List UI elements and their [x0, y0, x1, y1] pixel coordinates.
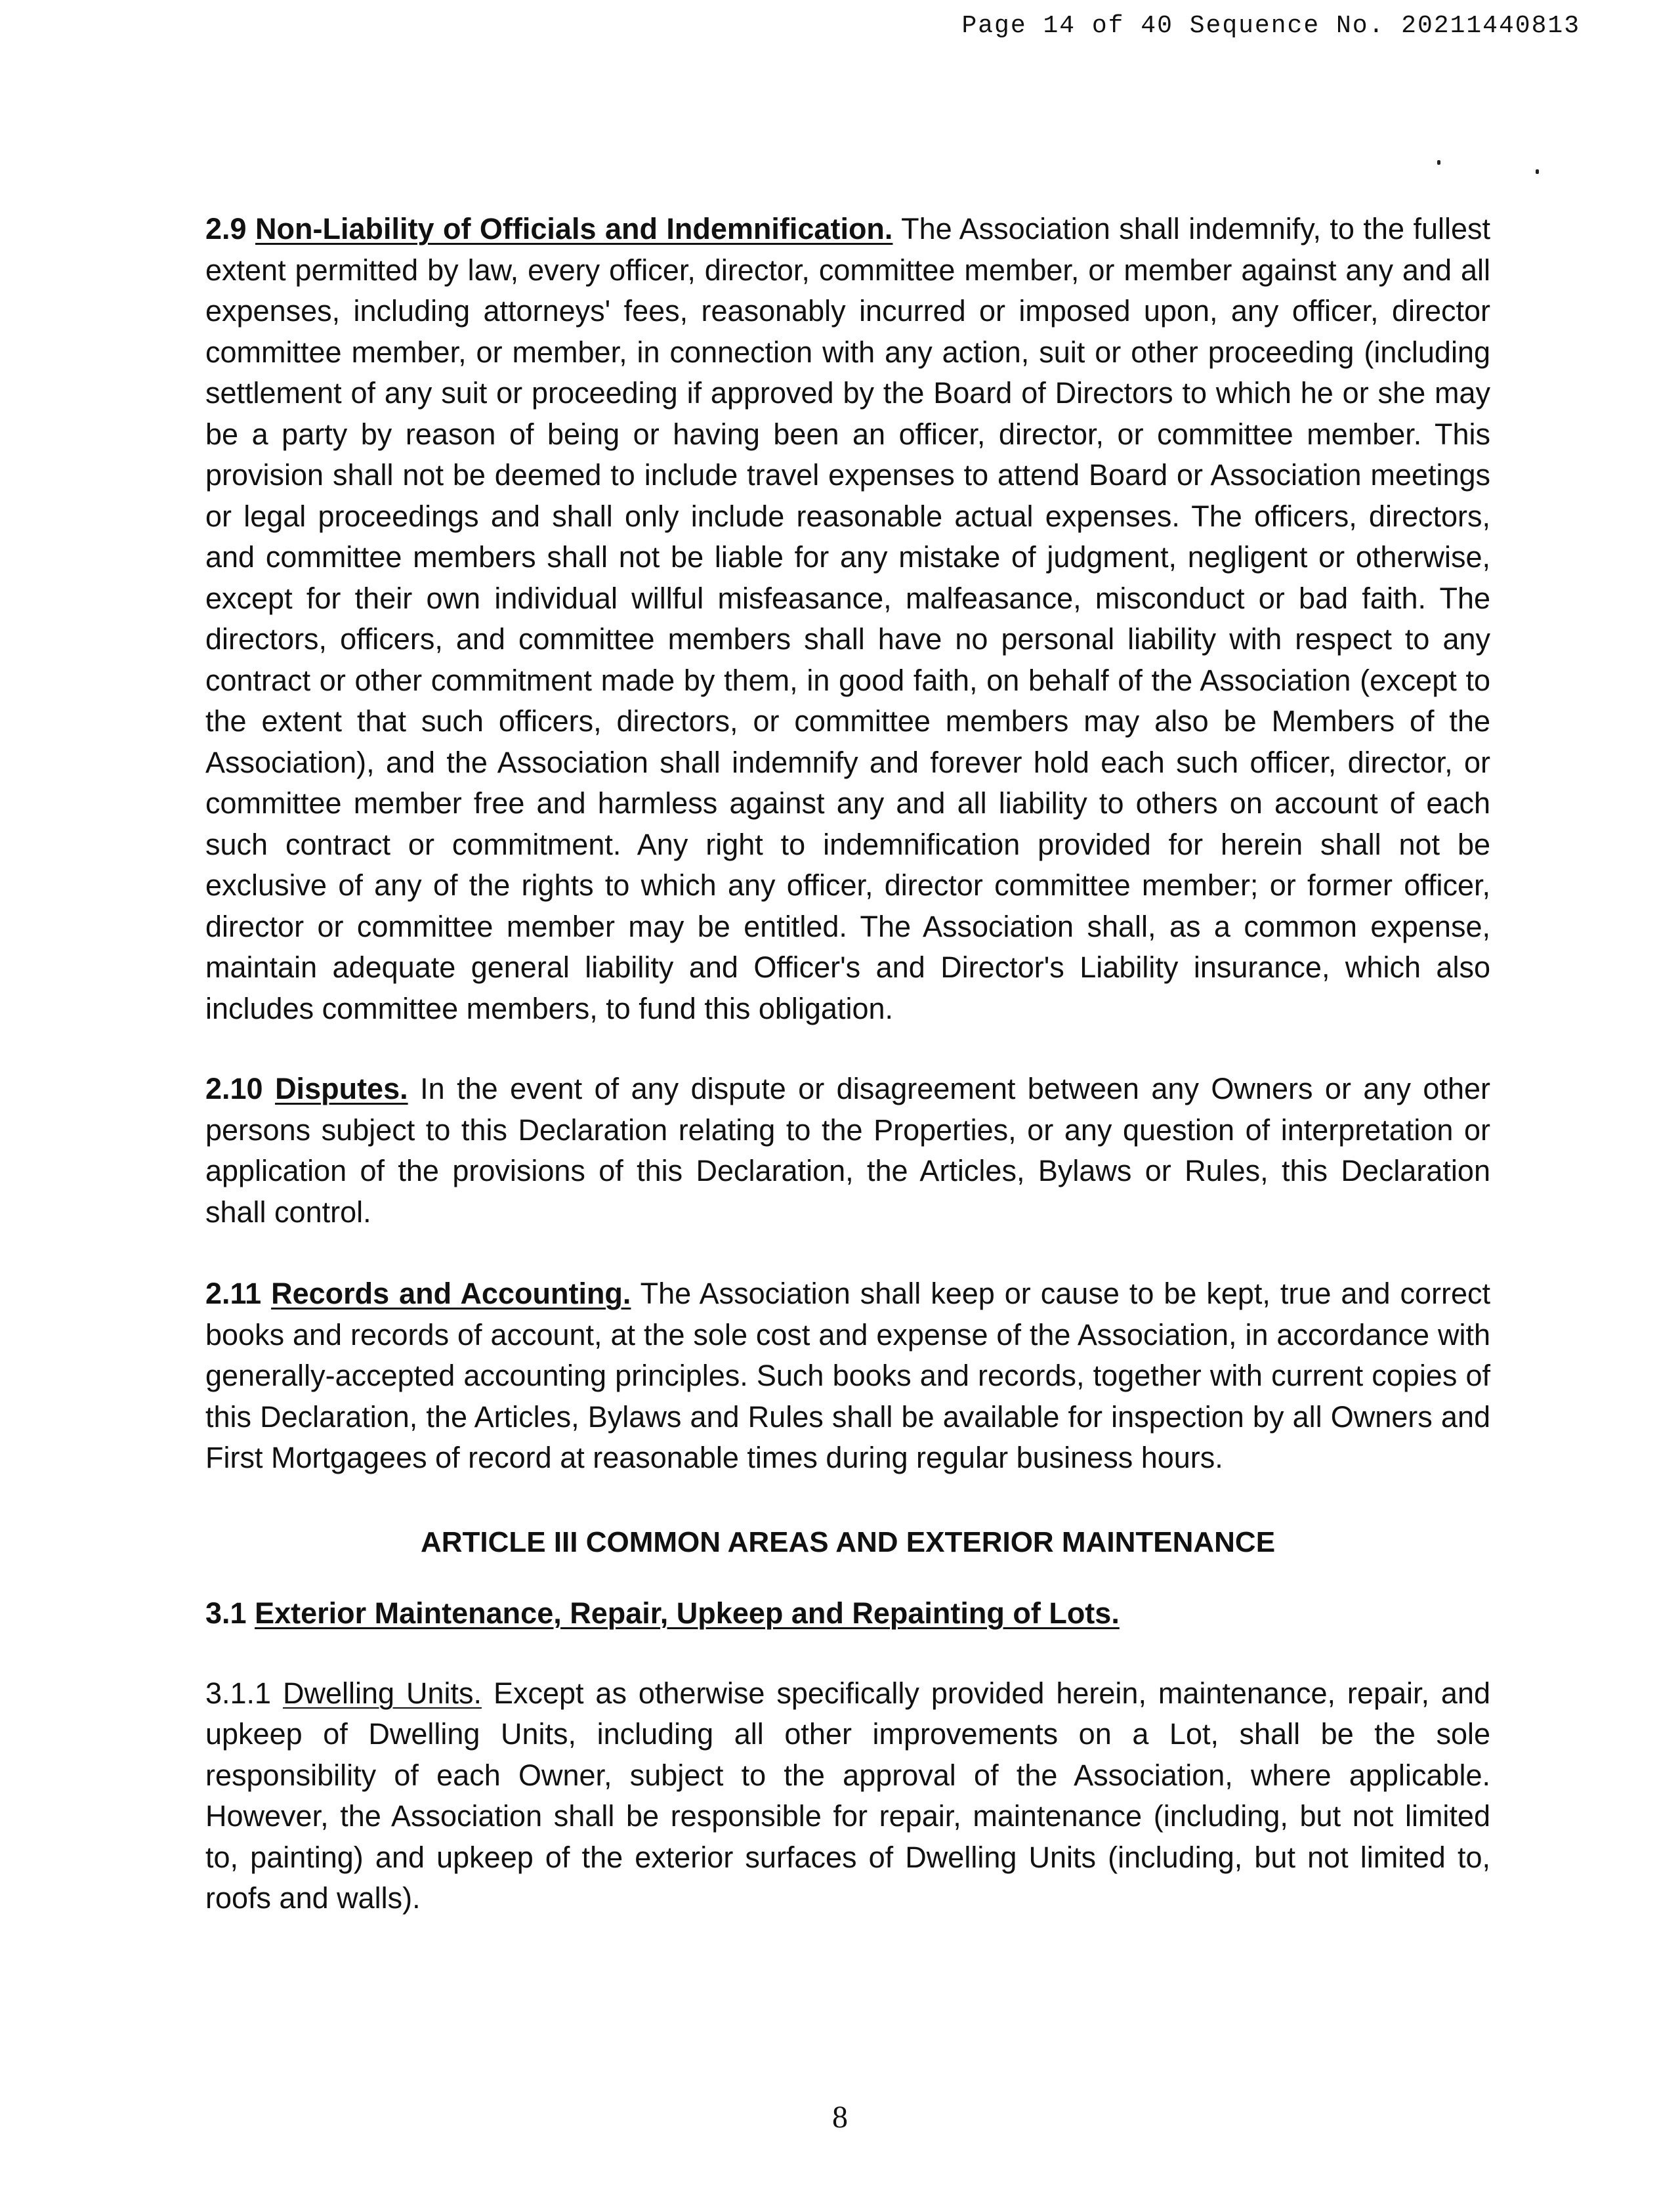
scan-speck: [1437, 160, 1440, 165]
page-header: Page 14 of 40 Sequence No. 20211440813: [961, 12, 1580, 40]
scan-speck: [1536, 169, 1539, 174]
section-title: Non-Liability of Officials and Indemnification.: [255, 212, 893, 245]
section-number: 3.1: [205, 1596, 247, 1630]
section-2-11: [205, 1273, 1490, 1479]
section-3-1: [205, 1593, 1490, 1634]
section-body: The Association shall keep or cause to be kept, true and correct books and records of account, at the sole cost and expense of the Association, in accordance with generally-accepted accounting principles. Such books and records, together with current copies of this Declaration, the Articles, Bylaws and Rules shall be available for inspection by all Owners and First Mortgagees of record at reasonable times during regular business hours.: [205, 1277, 1490, 1474]
section-number: 2.9: [205, 212, 247, 245]
page-number: 8: [832, 2100, 848, 2135]
section-title: Records and Accounting.: [271, 1277, 631, 1310]
document-body: [205, 209, 1490, 1919]
section-number: 2.11: [205, 1277, 262, 1310]
section-body: In the event of any dispute or disagreement between any Owners or any other persons subject to this Declaration relating to the Properties, or any question of interpretation or application of the provisions of this Declaration, the Articles, Bylaws or Rules, this Declaration shall control.: [205, 1072, 1490, 1229]
section-2-10: [205, 1069, 1490, 1233]
section-title: Dwelling Units.: [283, 1676, 482, 1710]
article-heading: ARTICLE III COMMON AREAS AND EXTERIOR MAINTENANCE: [420, 1525, 1276, 1558]
section-number: 3.1.1: [205, 1676, 272, 1710]
section-title: Exterior Maintenance, Repair, Upkeep and Repainting of Lots.: [255, 1596, 1120, 1630]
section-body: Except as otherwise specifically provided herein, maintenance, repair, and upkeep of Dwelling Units, including all other improvements on a Lot, shall be the sole responsibility of each Owner, subject to the approval of the Association, where applicable. However, the Association shall be responsible for repair, maintenance (including, but not limited to, painting) and upkeep of the exterior surfaces of Dwelling Units (including, but not limited to, roofs and walls).: [205, 1676, 1490, 1915]
section-body: The Association shall indemnify, to the fullest extent permitted by law, every officer, director, committee member, or member against any and all expenses, including attorneys' fees, reasonably incurred or imposed upon, any officer, director committee member, or member, in connection with any action, suit or other proceeding (including settlement of any suit or proceeding if approved by the Board of Directors to which he or she may be a party by reason of being or having been an officer, director, or committee member. This provision shall not be deemed to include travel expenses to attend Board or Association meetings or legal proceedings and shall only include reasonable actual expenses. The officers, directors, and committee members shall not be liable for any mistake of judgment, negligent or otherwise, except for their own individual willful misfeasance, malfeasance, misconduct or bad faith. The directors, officers, and committee members shall have no personal liability with respect to any contract or other commitment made by them, in good faith, on behalf of the Association (except to the extent that such officers, directors, or committee members may also be Members of the Association), and the Association shall indemnify and forever hold each such officer, director, or committee member free and harmless against any and all liability to others on account of each such contract or commitment. Any right to indemnification provided for herein shall not be exclusive of any of the rights to which any officer, director committee member; or former officer, director or committee member may be entitled. The Association shall, as a common expense, maintain adequate general liability and Officer's and Director's Liability insurance, which also includes committee members, to fund this obligation.: [205, 212, 1490, 1025]
section-title: Disputes.: [275, 1072, 408, 1105]
section-number: 2.10: [205, 1072, 263, 1105]
section-3-1-1: [205, 1673, 1490, 1919]
section-2-9: [205, 209, 1490, 1029]
